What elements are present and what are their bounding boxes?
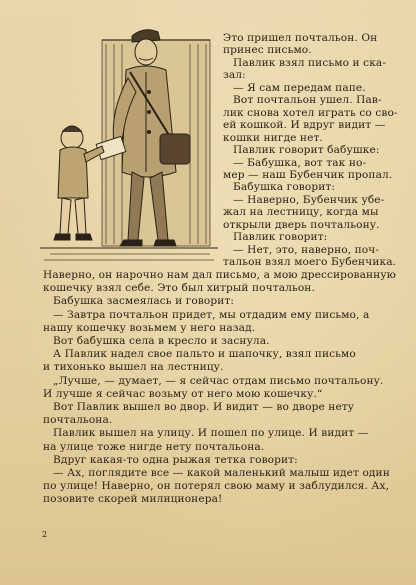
column-text-line: открыли дверь почтальону. xyxy=(223,218,380,231)
column-text-line: Вот почтальон ушел. Пав- xyxy=(233,94,382,107)
column-text-line: — Наверно, Бубенчик убе- xyxy=(233,193,385,206)
column-text-line: — Нет, это, наверно, поч- xyxy=(233,243,380,256)
column-text-line: жал на лестницу, когда мы xyxy=(223,206,379,219)
full-text-line: — Ах, поглядите все — какой маленький малыш идет один xyxy=(53,467,390,479)
full-text-line: Вот бабушка села в кресло и заснула. xyxy=(53,335,270,347)
column-text-line: мер — наш Бубенчик пропал. xyxy=(223,168,393,181)
full-text-line: по улице! Наверно, он потерял свою маму и заблудился. Ах, xyxy=(43,480,390,493)
page-number: 2 xyxy=(42,530,48,539)
column-text-line: — Я сам передам папе. xyxy=(233,81,366,94)
column-text-line: кошки нигде нет. xyxy=(223,131,323,144)
column-text-line: Это пришел почтальон. Он xyxy=(223,32,378,44)
column-text-line: Павлик взял письмо и ска- xyxy=(233,56,387,69)
column-text-line: ей кошкой. И вдруг видит — xyxy=(223,119,386,132)
full-text-line: Бабушка засмеялась и говорит: xyxy=(53,295,235,308)
illustration-postman-and-boy xyxy=(40,22,218,266)
column-text-line: Бабушка говорит: xyxy=(233,181,336,194)
column-text-line: Павлик говорит: xyxy=(233,231,328,244)
full-text-line: нашу кошечку возьмем у него назад. xyxy=(43,321,256,334)
column-text-line: зал: xyxy=(223,69,246,82)
full-text-line: А Павлик надел свое пальто и шапочку, взял письмо xyxy=(53,348,356,361)
column-text-line: — Бабушка, вот так но- xyxy=(233,156,367,169)
full-text-line: почтальона. xyxy=(43,414,113,427)
full-text-line: Павлик вышел на улицу. И пошел по улице. И видит — xyxy=(53,427,369,440)
full-text-line: Наверно, он нарочно нам дал письмо, а мою дрессированную xyxy=(43,269,396,281)
full-text-line: „Лучше, — думает, — я сейчас отдам письмо почтальону. xyxy=(53,374,384,387)
full-text-line: кошечку взял себе. Это был хитрый почтальон. xyxy=(43,282,315,295)
full-text-line: — Завтра почтальон придет, мы отдадим ему письмо, а xyxy=(53,308,370,321)
column-text-line: тальон взял моего Бубенчика. xyxy=(223,256,397,269)
column-text-line: принес письмо. xyxy=(223,44,312,57)
full-text-line: Вот Павлик вышел во двор. И видит — во дворе нету xyxy=(53,401,355,413)
full-text-line: позовите скорей милиционера! xyxy=(43,493,223,506)
column-text-line: Павлик говорит бабушке: xyxy=(233,144,380,157)
full-text-line: и тихонько вышел на лестницу. xyxy=(43,361,224,374)
full-text-line: И лучше я сейчас возьму от него мою кошечку.“ xyxy=(43,387,323,400)
column-text-line: лик снова хотел играть со сво- xyxy=(223,106,398,119)
full-text-line: на улице тоже нигде нету почтальона. xyxy=(43,440,265,453)
full-text-line: Вдруг какая-то одна рыжая тетка говорит: xyxy=(53,453,298,466)
